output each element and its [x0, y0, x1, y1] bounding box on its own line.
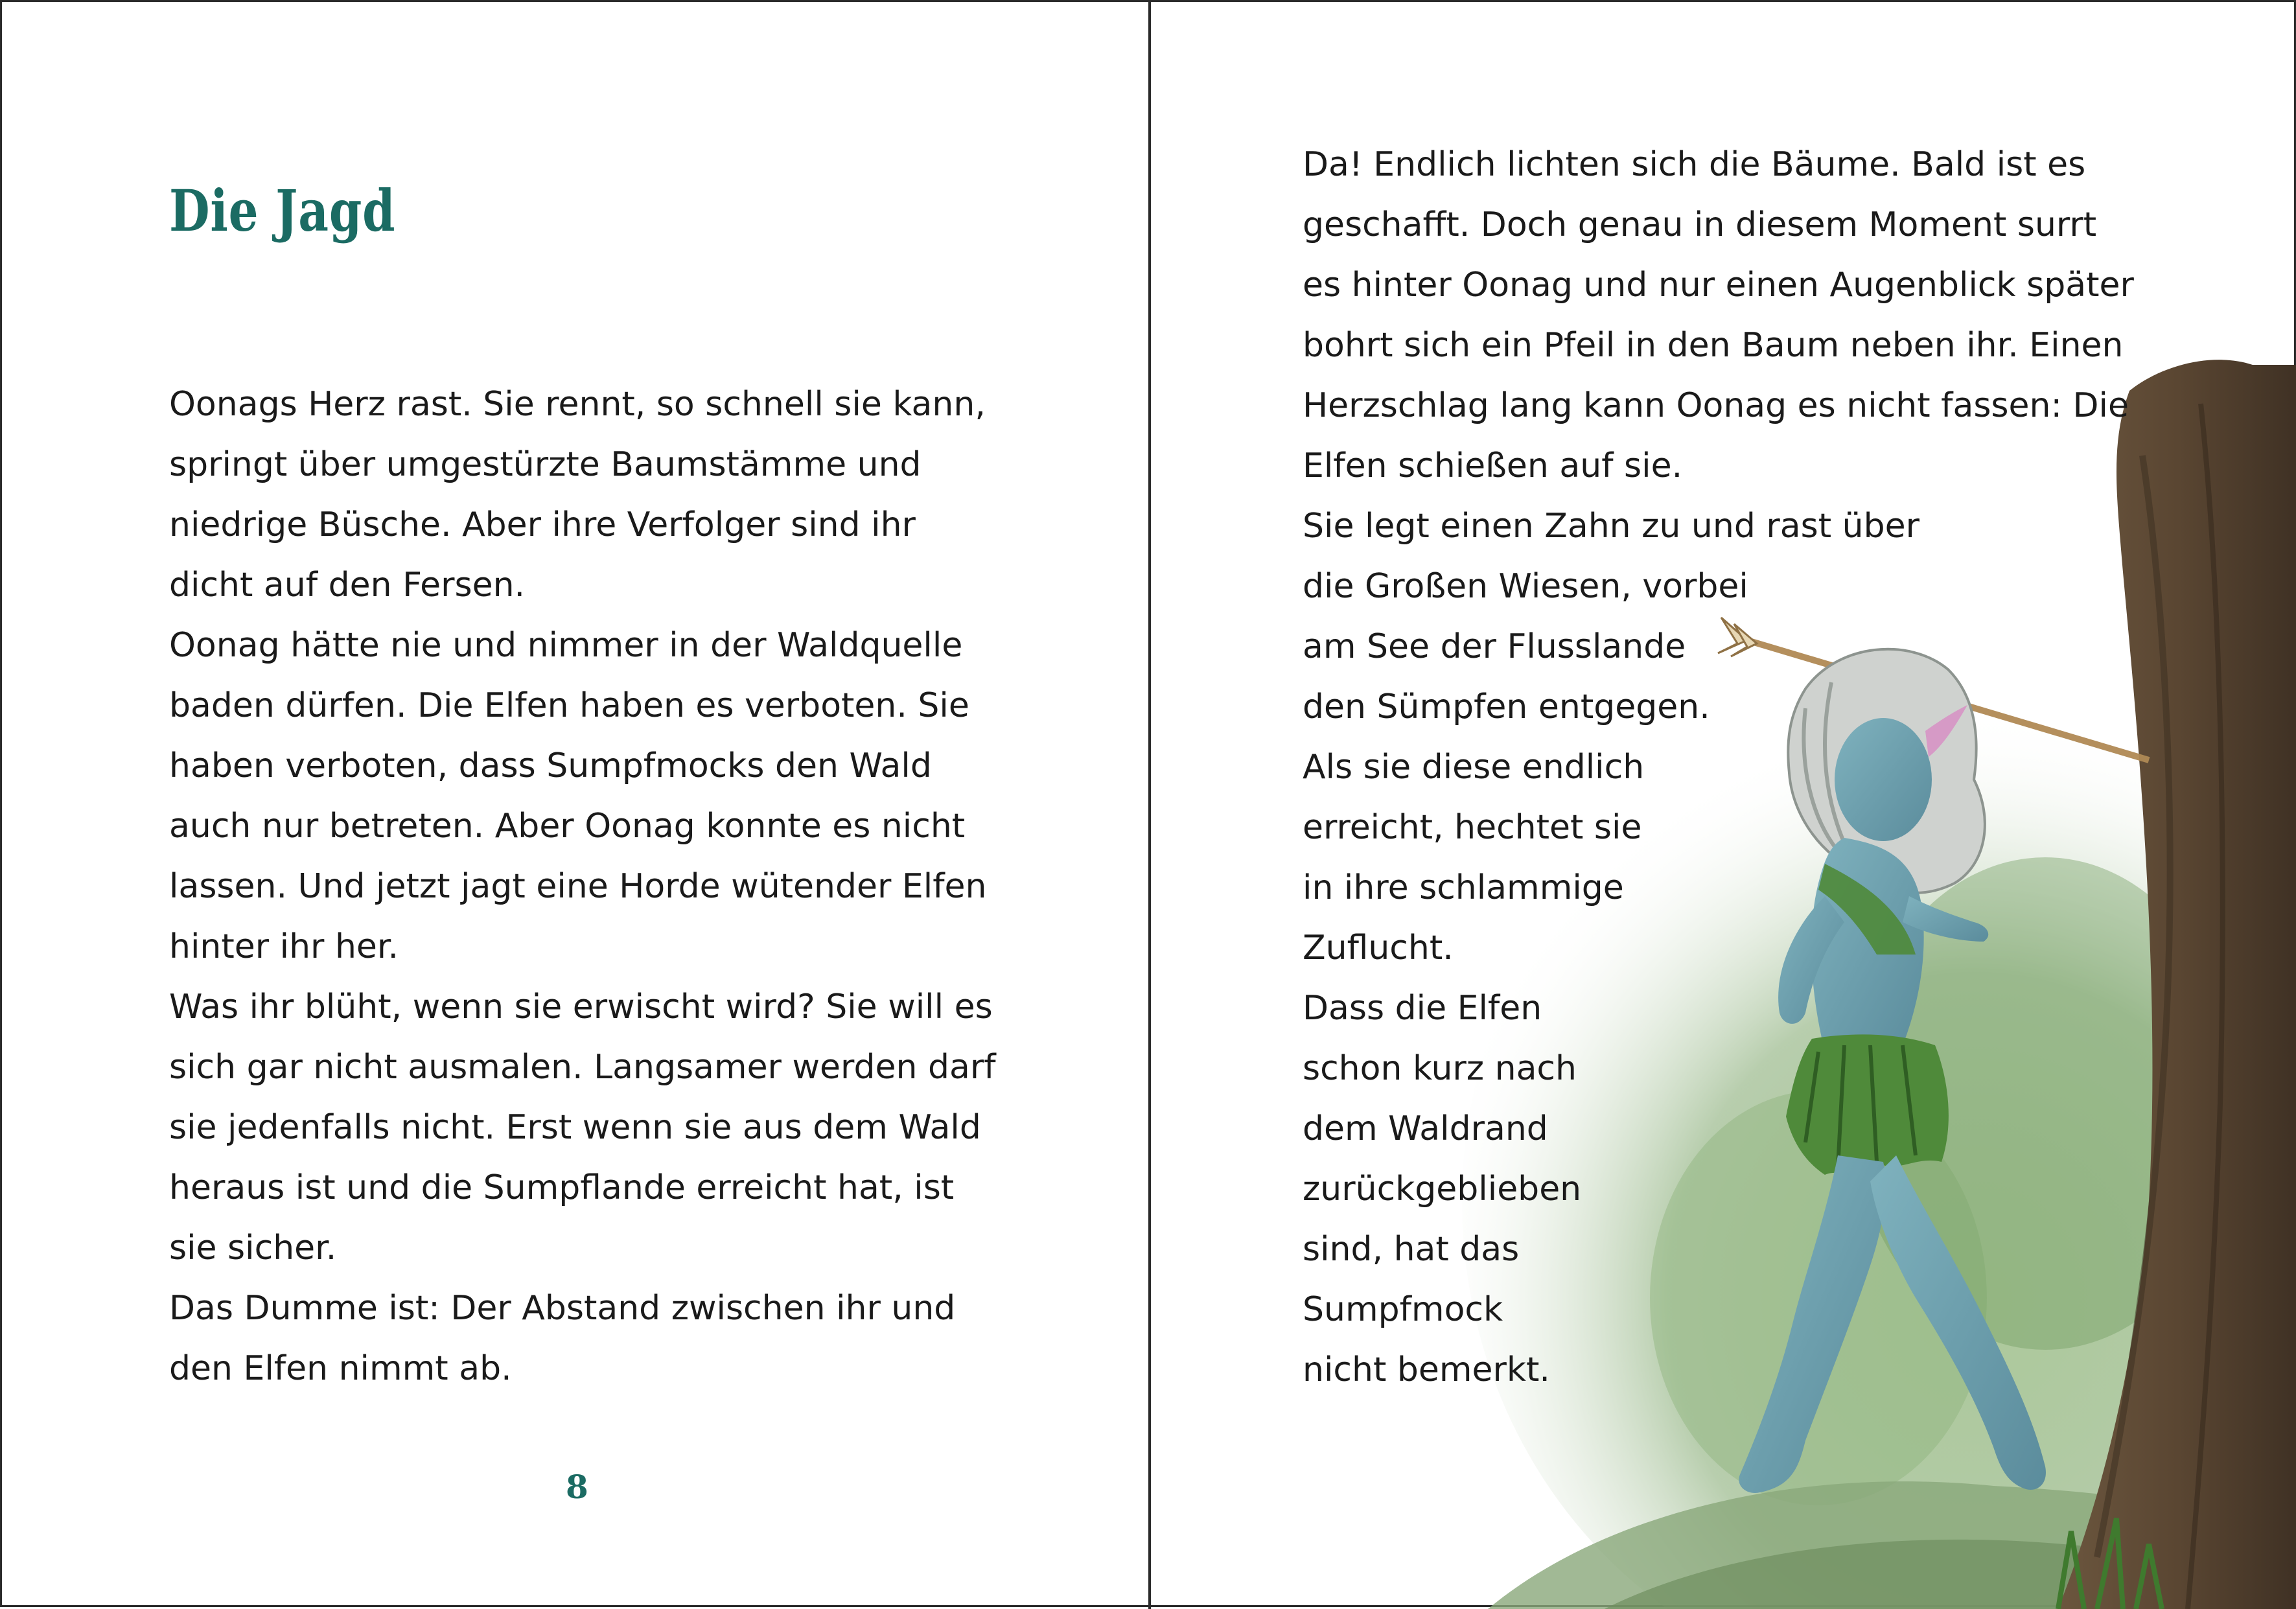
- text-line: springt über umgestürzte Baumstämme und: [169, 445, 922, 484]
- text-line: dem Waldrand: [1303, 1109, 1548, 1148]
- text-line: Sie legt einen Zahn zu und rast über: [1303, 507, 1919, 546]
- text-line: den Elfen nimmt ab.: [169, 1349, 512, 1388]
- text-line: sind, hat das: [1303, 1230, 1520, 1269]
- text-line: Sumpfmock: [1303, 1290, 1503, 1329]
- text-line: baden dürfen. Die Elfen haben es verboten. Sie: [169, 686, 969, 725]
- text-line: Dass die Elfen: [1303, 989, 1542, 1028]
- left-page: [2, 2, 1148, 1609]
- text-line: Oonag hätte nie und nimmer in der Waldquelle: [169, 626, 963, 665]
- text-line: den Sümpfen entgegen.: [1303, 688, 1710, 726]
- text-line: nicht bemerkt.: [1303, 1350, 1550, 1389]
- text-line: in ihre schlammige: [1303, 868, 1624, 907]
- text-line: heraus ist und die Sumpflande erreicht hat, ist: [169, 1168, 955, 1207]
- text-line: Elfen schießen auf sie.: [1303, 446, 1683, 485]
- text-line: die Großen Wiesen, vorbei: [1303, 567, 1748, 606]
- text-line: es hinter Oonag und nur einen Augenblick später: [1303, 266, 2134, 305]
- text-line: zurückgeblieben: [1303, 1170, 1582, 1209]
- text-line: Zuflucht.: [1303, 929, 1454, 967]
- text-line: hinter ihr her.: [169, 927, 399, 966]
- text-line: Als sie diese endlich: [1303, 748, 1645, 787]
- text-line: sie sicher.: [169, 1229, 337, 1268]
- text-line: am See der Flusslande: [1303, 627, 1686, 666]
- text-line: Was ihr blüht, wenn sie erwischt wird? Sie will es: [169, 988, 993, 1026]
- left-page-text: [169, 375, 996, 1399]
- text-line: schon kurz nach: [1303, 1049, 1577, 1088]
- text-line: auch nur betreten. Aber Oonag konnte es nicht: [169, 807, 966, 846]
- text-line: sie jedenfalls nicht. Erst wenn sie aus dem Wald: [169, 1108, 981, 1147]
- text-line: Das Dumme ist: Der Abstand zwischen ihr und: [169, 1289, 956, 1328]
- page-number: 8: [566, 1468, 588, 1506]
- right-page: [1151, 2, 2296, 1609]
- text-line: Oonags Herz rast. Sie rennt, so schnell sie kann,: [169, 385, 986, 424]
- text-line: haben verboten, dass Sumpfmocks den Wald: [169, 747, 932, 785]
- text-line: erreicht, hechtet sie: [1303, 808, 1642, 847]
- text-line: Da! Endlich lichten sich die Bäume. Bald ist es: [1303, 145, 2086, 184]
- text-line: geschafft. Doch genau in diesem Moment surrt: [1303, 205, 2097, 244]
- chapter-title: Die Jagd: [169, 177, 396, 244]
- text-line: niedrige Büsche. Aber ihre Verfolger sind ihr: [169, 505, 916, 544]
- text-line: dicht auf den Fersen.: [169, 566, 526, 605]
- text-line: Herzschlag lang kann Oonag es nicht fassen: Die: [1303, 386, 2129, 425]
- text-line: bohrt sich ein Pfeil in den Baum neben ihr. Einen: [1303, 326, 2124, 365]
- text-line: sich gar nicht ausmalen. Langsamer werden darf: [169, 1048, 996, 1087]
- text-line: lassen. Und jetzt jagt eine Horde wütender Elfen: [169, 867, 987, 906]
- right-page-text: [1303, 135, 2134, 1400]
